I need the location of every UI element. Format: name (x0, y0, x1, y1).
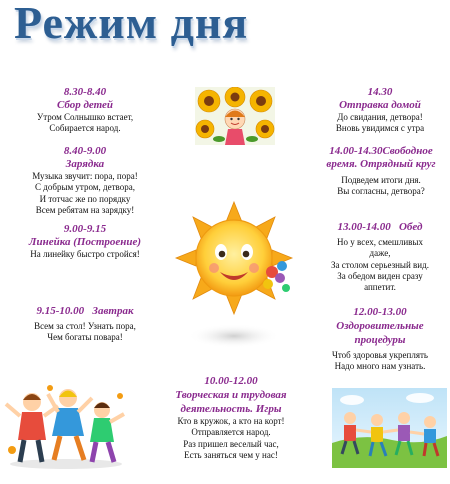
verse-line: За столом серьезный вид. (331, 259, 429, 270)
item-time-value: 13.00-14.00 (337, 221, 391, 233)
item-name: Сбор детей (56, 99, 114, 111)
item-name: Оздоровительные процедуры (336, 320, 424, 346)
verse-line: Раз пришел веселый час, (183, 438, 279, 449)
item-time: 12.00-13.00 (353, 306, 407, 318)
verse-line: Всем ребятам на зарядку! (35, 204, 135, 215)
verse-line: Надо много нам узнать. (334, 361, 426, 372)
schedule-item-lunch (310, 221, 450, 293)
verse-line: Отправляется народ. (191, 427, 271, 438)
item-name: Линейка (Построение) (28, 236, 142, 248)
verse-line: Чем богаты повара! (47, 332, 123, 343)
verse-line: С добрым утром, детвора, (35, 182, 135, 193)
schedule-item-creative (156, 375, 306, 461)
verse-line: даже, (369, 248, 391, 259)
verse-line: Вновь увидимся с утра (335, 123, 425, 134)
verse-line: Собирается народ. (49, 123, 121, 134)
verse-line: Кто в кружок, а кто на корт! (177, 416, 285, 426)
verse-line: аппетит. (364, 282, 396, 293)
verse-line: Музыка звучит: пора, пора! (32, 171, 138, 181)
schedule-item-departure (310, 86, 450, 135)
verse-line: И тотчас же по порядку (39, 193, 131, 204)
item-name: Отправка домой (339, 99, 421, 111)
sunflower-girl-icon (195, 87, 275, 145)
verse-line: Всем за стол! Узнать пора, (34, 321, 136, 331)
item-name: Завтрак (92, 305, 134, 317)
item-time: 8.30-8.40 (63, 86, 107, 98)
schedule-item-lineup (4, 223, 166, 260)
verse-line: На линейку быстро стройся! (30, 249, 140, 259)
verse-line: Есть заняться чем у нас! (184, 449, 278, 460)
item-name: Творческая и трудовая деятельность. Игры (175, 389, 287, 415)
verse-line: Утром Солнышко встает, (36, 112, 134, 122)
item-time (310, 221, 450, 234)
item-time: 8.40-9.00 (63, 145, 107, 157)
schedule-item-free-time (314, 145, 448, 198)
item-time: 14.30 (367, 86, 393, 98)
item-name: Зарядка (65, 158, 105, 170)
schedule-item-breakfast (4, 305, 166, 344)
verse-line: Чтоб здоровья укреплять (331, 350, 429, 360)
item-name: Обед (398, 221, 423, 233)
playing-children-icon (332, 388, 447, 468)
dancing-children-icon (2, 380, 130, 470)
verse-line: Но у всех, смешливых (337, 237, 423, 247)
schedule-item-gathering (4, 86, 166, 135)
verse-line: Подведем итоги дня. (341, 175, 421, 185)
verse-line: За обедом виден сразу (337, 270, 423, 281)
smiling-sun-icon (172, 198, 300, 353)
item-time-value: 9.15-10.00 (36, 305, 85, 317)
verse-line: Вы согласны, детвора? (337, 186, 425, 197)
item-time: 14.00-14.30Свободное время. Отрядный круг (326, 145, 436, 170)
item-time: 10.00-12.00 (204, 375, 258, 387)
schedule-item-health (310, 306, 450, 373)
item-time: 9.00-9.15 (63, 223, 107, 235)
item-time (4, 305, 166, 318)
page-title: Режим дня (14, 0, 249, 48)
schedule-item-exercise (4, 145, 166, 216)
verse-line: До свидания, детвора! (337, 112, 423, 122)
